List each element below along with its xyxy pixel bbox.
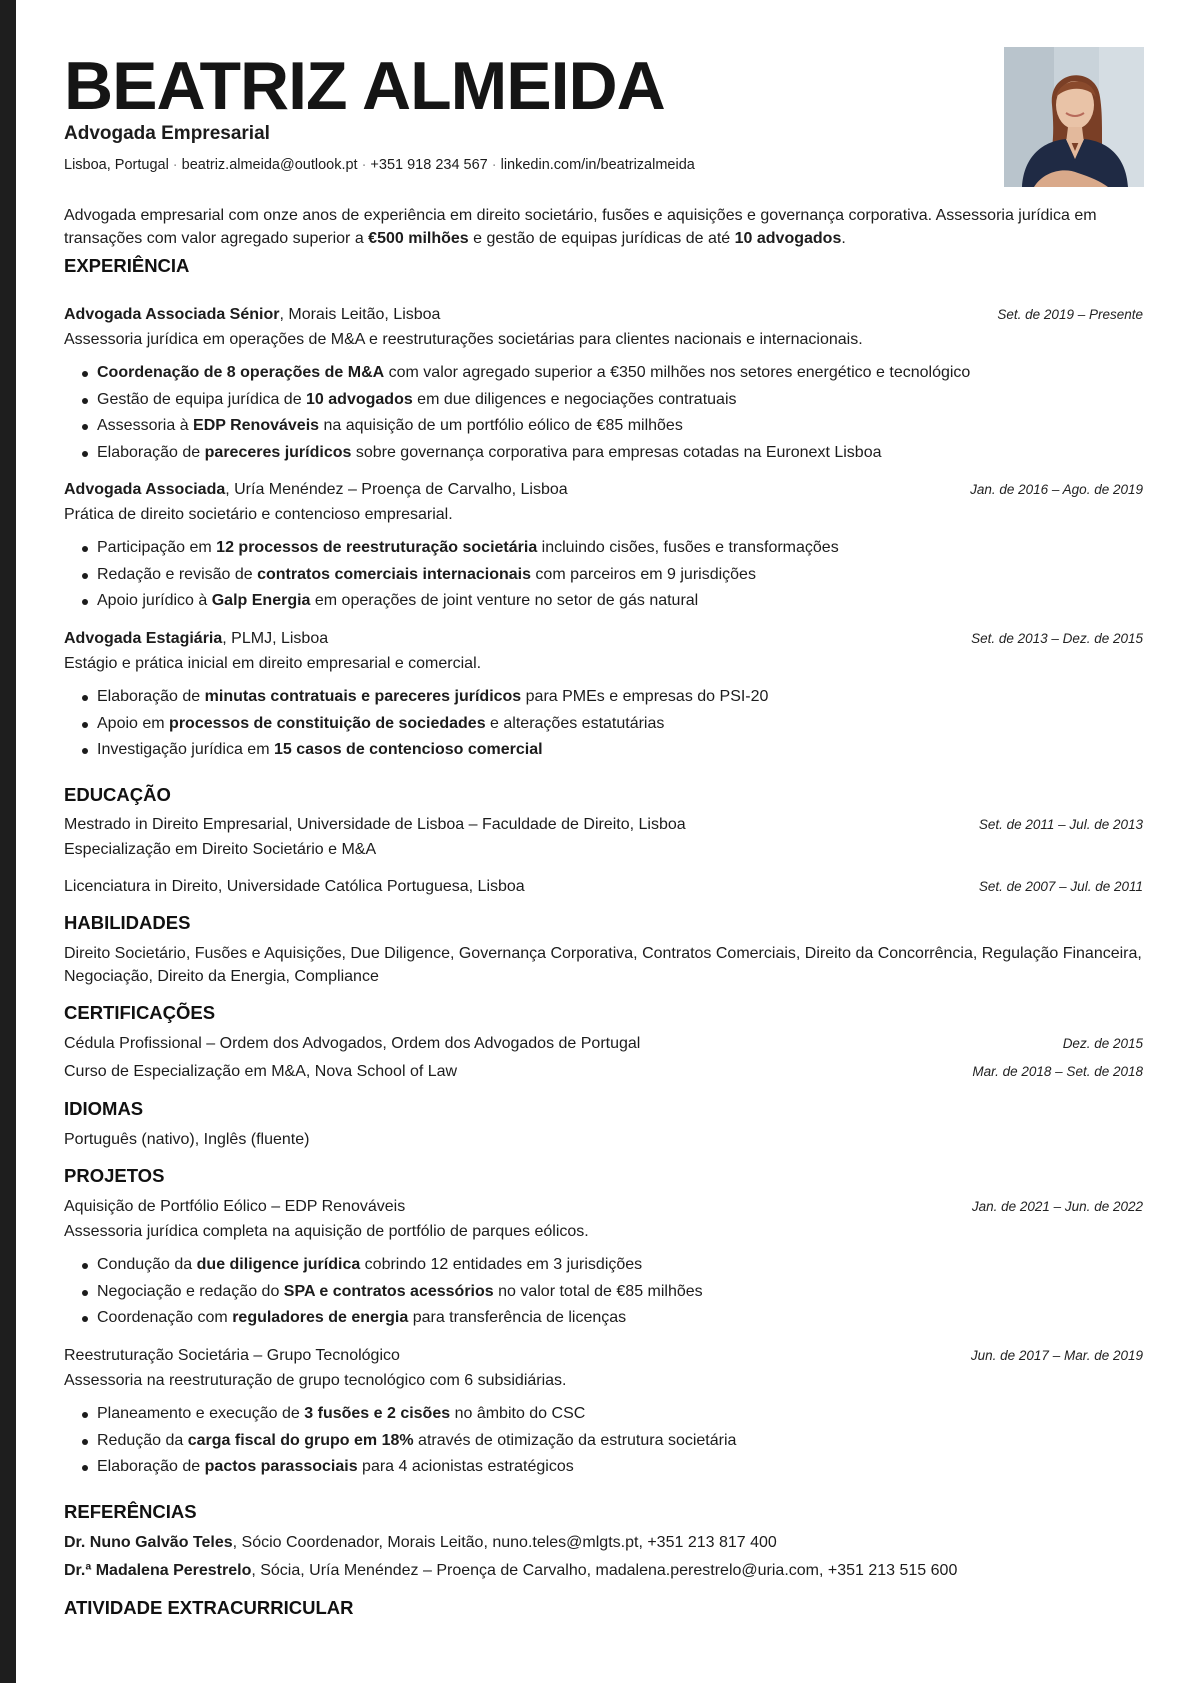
bullet-item: Elaboração de minutas contratuais e pareceres jurídicos para PMEs e empresas do PSI-20 (97, 684, 768, 711)
certification-text: Curso de Especialização em M&A, Nova School of Law (64, 1063, 458, 1080)
job-description: Prática de direito societário e contencioso empresarial. (64, 506, 453, 523)
reference-name: Dr.ª Madalena Perestrelo (64, 1562, 252, 1579)
certification-item (64, 1032, 1143, 1055)
project-header (64, 1344, 1143, 1367)
project-bullet-list (64, 1252, 703, 1332)
project-dates: Jun. de 2017 – Mar. de 2019 (970, 1348, 1143, 1363)
resume-header (64, 0, 1143, 190)
summary-paragraph (64, 204, 1143, 250)
skills-heading: HABILIDADES (64, 912, 191, 933)
degree-text: Licenciatura in Direito, Universidade Católica Portuguesa, Lisboa (64, 878, 525, 895)
location-text: Lisboa, Portugal (64, 157, 169, 173)
extracurricular-heading: ATIVIDADE EXTRACURRICULAR (64, 1597, 354, 1618)
bullet-item: Planeamento e execução de 3 fusões e 2 cisões no âmbito do CSC (97, 1401, 736, 1428)
reference-details: , Sócia, Uría Menéndez – Proença de Carvalho, madalena.perestrelo@uria.com, +351 213 515 600 (251, 1562, 958, 1579)
project-title: Aquisição de Portfólio Eólico – EDP Renováveis (64, 1198, 406, 1215)
references-heading: REFERÊNCIAS (64, 1501, 197, 1522)
education-heading: EDUCAÇÃO (64, 784, 171, 805)
job-dates: Set. de 2019 – Presente (997, 307, 1143, 322)
bullet-item: Redução da carga fiscal do grupo em 18% através de otimização da estrutura societária (97, 1428, 736, 1455)
bullet-item: Negociação e redação do SPA e contratos acessórios no valor total de €85 milhões (97, 1279, 703, 1306)
bullet-item: Apoio jurídico à Galp Energia em operações de joint venture no setor de gás natural (97, 588, 839, 615)
profile-photo (1004, 47, 1144, 187)
job-organization: , PLMJ, Lisboa (222, 630, 329, 647)
bullet-item: Investigação jurídica em 15 casos de contencioso comercial (97, 737, 768, 764)
job-header (64, 627, 1143, 650)
project-bullet-list (64, 1401, 736, 1481)
bullet-item: Condução da due diligence jurídica cobrindo 12 entidades em 3 jurisdições (97, 1252, 703, 1279)
job-description: Estágio e prática inicial em direito empresarial e comercial. (64, 655, 482, 672)
job-description: Assessoria jurídica em operações de M&A e reestruturações societárias para clientes nacionais e internacionais. (64, 331, 863, 348)
certifications-heading: CERTIFICAÇÕES (64, 1002, 216, 1023)
email-link[interactable]: beatriz.almeida@outlook.pt (181, 157, 358, 173)
certification-dates: Dez. de 2015 (1062, 1036, 1143, 1051)
certification-dates: Mar. de 2018 – Set. de 2018 (972, 1064, 1143, 1079)
project-header (64, 1195, 1143, 1218)
education-dates: Set. de 2011 – Jul. de 2013 (978, 817, 1143, 832)
bullet-item: Apoio em processos de constituição de sociedades e alterações estatutárias (97, 711, 768, 738)
degree-text: Mestrado in Direito Empresarial, Universidade de Lisboa – Faculdade de Direito, Lisboa (64, 816, 686, 833)
reference-item (64, 1559, 1143, 1582)
summary-highlight: €500 milhões (368, 230, 469, 247)
summary-text: . (841, 230, 846, 247)
job-title: Advogada Empresarial (64, 123, 270, 144)
summary-highlight: 10 advogados (734, 230, 842, 247)
bullet-item: Assessoria à EDP Renováveis na aquisição de um portfólio eólico de €85 milhões (97, 413, 970, 440)
resume-page (64, 0, 1143, 1618)
left-edge-bar (0, 0, 16, 1683)
job-bullet-list (64, 360, 970, 466)
bullet-item: Coordenação de 8 operações de M&A com valor agregado superior a €350 milhões nos setores energético e tecnológico (97, 360, 970, 387)
job-role: Advogada Associada (64, 481, 226, 498)
reference-item (64, 1531, 1143, 1554)
education-item (64, 875, 1143, 898)
bullet-item: Elaboração de pareceres jurídicos sobre governança corporativa para empresas cotadas na Euronext Lisboa (97, 440, 970, 467)
project-title: Reestruturação Societária – Grupo Tecnológico (64, 1347, 400, 1364)
job-dates: Jan. de 2016 – Ago. de 2019 (970, 482, 1143, 497)
job-header (64, 478, 1143, 501)
projects-heading: PROJETOS (64, 1165, 165, 1186)
job-role: Advogada Estagiária (64, 630, 223, 647)
bullet-item: Participação em 12 processos de reestruturação societária incluindo cisões, fusões e transformações (97, 535, 839, 562)
job-header (64, 303, 1143, 326)
job-organization: , Morais Leitão, Lisboa (279, 306, 441, 323)
education-dates: Set. de 2007 – Jul. de 2011 (978, 879, 1143, 894)
separator-dot: · (361, 157, 367, 173)
reference-details: , Sócio Coordenador, Morais Leitão, nuno.teles@mlgts.pt, +351 213 817 400 (232, 1534, 777, 1551)
bullet-item: Gestão de equipa jurídica de 10 advogados em due diligences e negociações contratuais (97, 387, 970, 414)
separator-dot: · (172, 157, 178, 173)
education-item (64, 813, 1143, 836)
skills-text: Direito Societário, Fusões e Aquisições, Due Diligence, Governança Corporativa, Contratos Comerciais, Direito da Concorrência, Regulação Financeira, Negociação, Direito da Energia, Compliance (64, 945, 1142, 985)
languages-heading: IDIOMAS (64, 1098, 144, 1119)
summary-text: e gestão de equipas jurídicas de até (468, 230, 735, 247)
candidate-name: BEATRIZ ALMEIDA (64, 48, 665, 124)
contact-line (64, 154, 695, 176)
job-bullet-list (64, 684, 768, 764)
experience-heading: EXPERIÊNCIA (64, 255, 190, 276)
bullet-item: Coordenação com reguladores de energia para transferência de licenças (97, 1305, 703, 1332)
job-organization: , Uría Menéndez – Proença de Carvalho, Lisboa (225, 481, 568, 498)
certification-item (64, 1060, 1143, 1083)
summary-text: Advogada empresarial com onze anos de experiência em direito societário, fusões e aquisições e governança corporativa. Assessoria jurídica em transações com valor agregado superior a (64, 207, 1097, 247)
job-bullet-list (64, 535, 839, 615)
project-dates: Jan. de 2021 – Jun. de 2022 (971, 1199, 1143, 1214)
phone-text: +351 918 234 567 (370, 157, 488, 173)
project-description: Assessoria jurídica completa na aquisição de portfólio de parques eólicos. (64, 1223, 589, 1240)
education-specialization: Especialização em Direito Societário e M&A (64, 841, 377, 858)
profile-photo-image (1004, 47, 1144, 187)
separator-dot: · (491, 157, 497, 173)
certification-text: Cédula Profissional – Ordem dos Advogados, Ordem dos Advogados de Portugal (64, 1035, 641, 1052)
job-role: Advogada Associada Sénior (64, 306, 280, 323)
bullet-item: Redação e revisão de contratos comerciais internacionais com parceiros em 9 jurisdições (97, 562, 839, 589)
job-dates: Set. de 2013 – Dez. de 2015 (971, 631, 1143, 646)
reference-name: Dr. Nuno Galvão Teles (64, 1534, 233, 1551)
linkedin-link[interactable]: linkedin.com/in/beatrizalmeida (500, 157, 695, 173)
project-description: Assessoria na reestruturação de grupo tecnológico com 6 subsidiárias. (64, 1372, 567, 1389)
languages-text: Português (nativo), Inglês (fluente) (64, 1131, 310, 1148)
bullet-item: Elaboração de pactos parassociais para 4 acionistas estratégicos (97, 1454, 736, 1481)
